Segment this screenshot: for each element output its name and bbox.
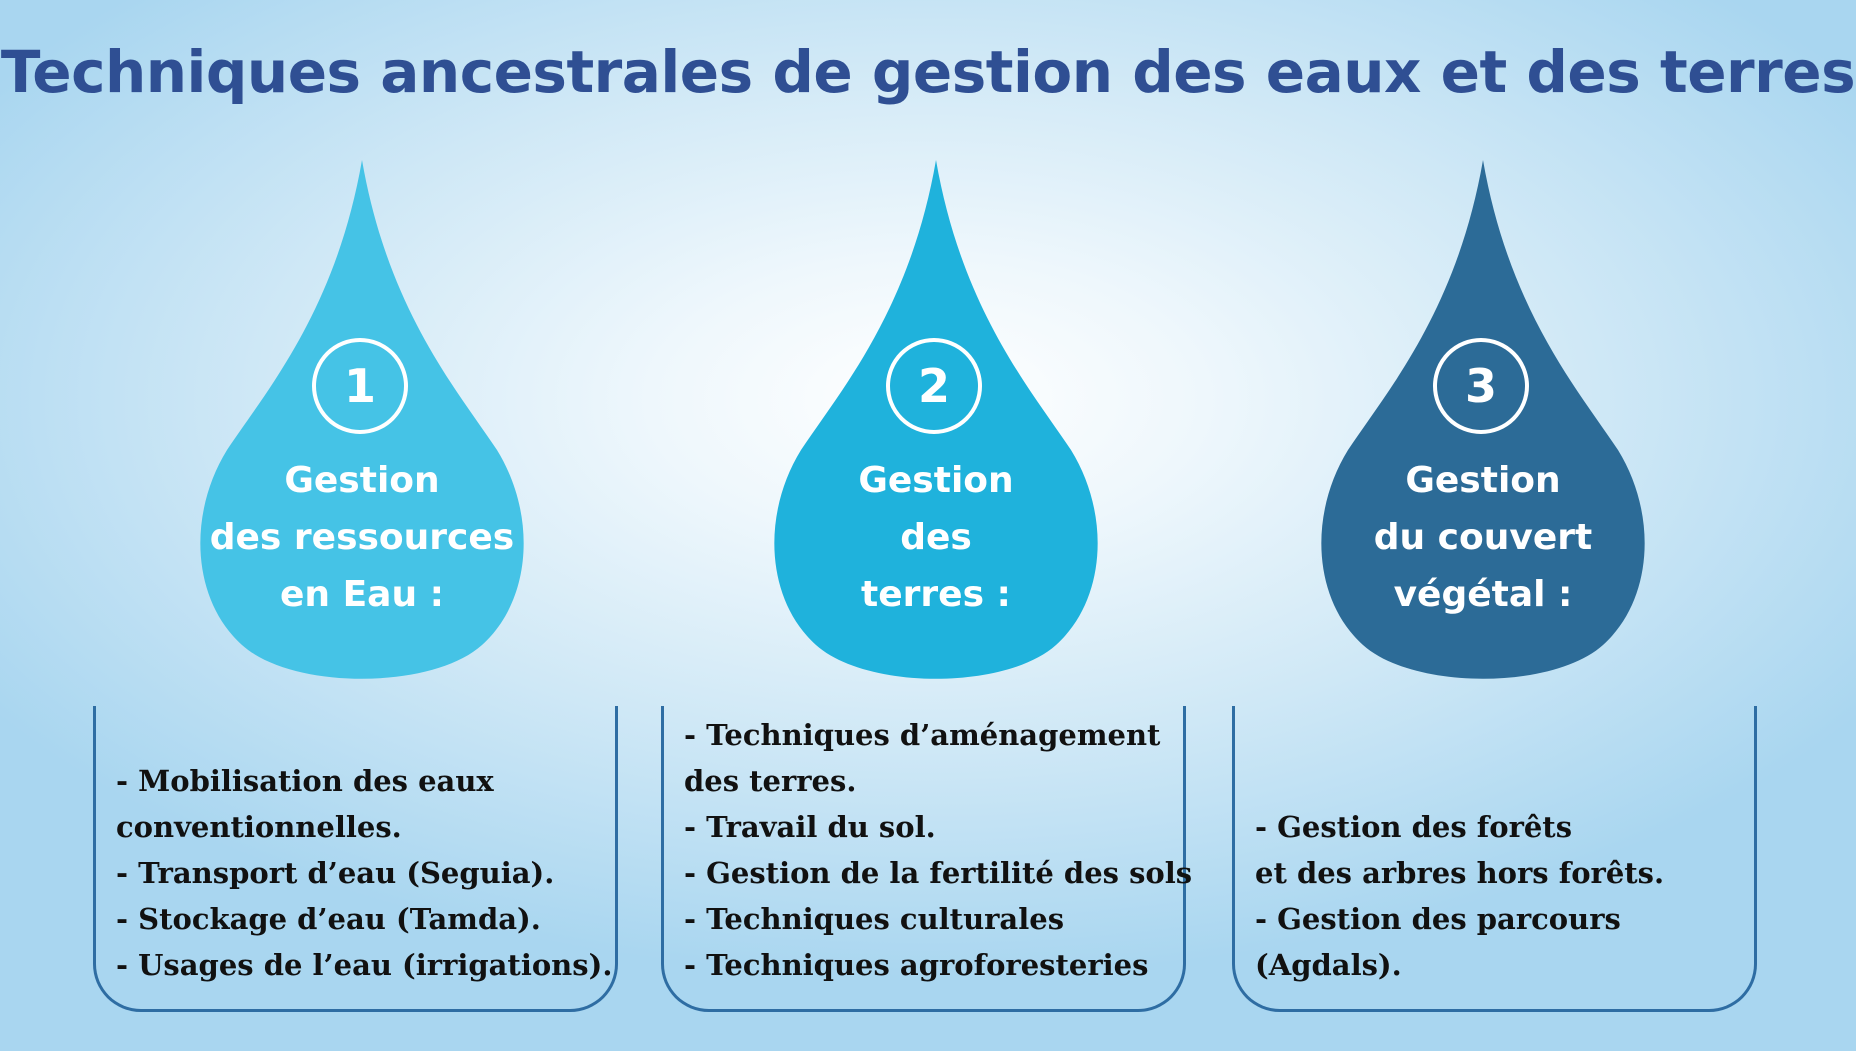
heading-line: Gestion	[858, 460, 1014, 501]
list-item: - Techniques culturales	[684, 902, 1065, 936]
drop-vegetation	[1313, 160, 1653, 690]
list-item: - Mobilisation des eaux	[116, 764, 494, 798]
techniques-box-water	[93, 706, 618, 1012]
list-item: - Techniques d’aménagement	[684, 718, 1161, 752]
step-number-badge: 1	[312, 338, 408, 434]
heading-line: terres :	[861, 574, 1011, 615]
heading-line: végétal :	[1393, 574, 1573, 615]
drop-water-resources	[192, 160, 532, 690]
list-item: - Gestion des parcours	[1255, 902, 1621, 936]
heading-line: en Eau :	[279, 574, 445, 615]
technique-list	[684, 712, 1193, 988]
heading-line: Gestion	[1405, 460, 1561, 501]
category-heading	[1303, 452, 1663, 623]
heading-line: des	[900, 517, 972, 558]
list-item: et des arbres hors forêts.	[1255, 856, 1665, 890]
category-heading	[756, 452, 1116, 623]
list-item: - Gestion des forêts	[1255, 810, 1573, 844]
drop-land	[766, 160, 1106, 690]
list-item: - Travail du sol.	[684, 810, 936, 844]
list-item: - Techniques agroforesteries	[684, 948, 1149, 982]
list-item: - Transport d’eau (Seguia).	[116, 856, 555, 890]
step-number-badge: 3	[1433, 338, 1529, 434]
technique-list	[116, 758, 613, 988]
page-title: Techniques ancestrales de gestion des eaux et des terres	[0, 38, 1856, 106]
list-item: conventionnelles.	[116, 810, 402, 844]
list-item: - Stockage d’eau (Tamda).	[116, 902, 541, 936]
heading-line: du couvert	[1373, 517, 1593, 558]
list-item: - Usages de l’eau (irrigations).	[116, 948, 613, 982]
category-heading	[182, 452, 542, 623]
list-item: des terres.	[684, 764, 857, 798]
techniques-box-vegetation	[1232, 706, 1757, 1012]
list-item: (Agdals).	[1255, 948, 1402, 982]
heading-line: Gestion	[284, 460, 440, 501]
techniques-box-land	[661, 706, 1193, 1012]
list-item: - Gestion de la fertilité des sols	[684, 856, 1193, 890]
step-number-badge: 2	[886, 338, 982, 434]
technique-list	[1255, 804, 1744, 988]
heading-line: des ressources	[209, 517, 515, 558]
